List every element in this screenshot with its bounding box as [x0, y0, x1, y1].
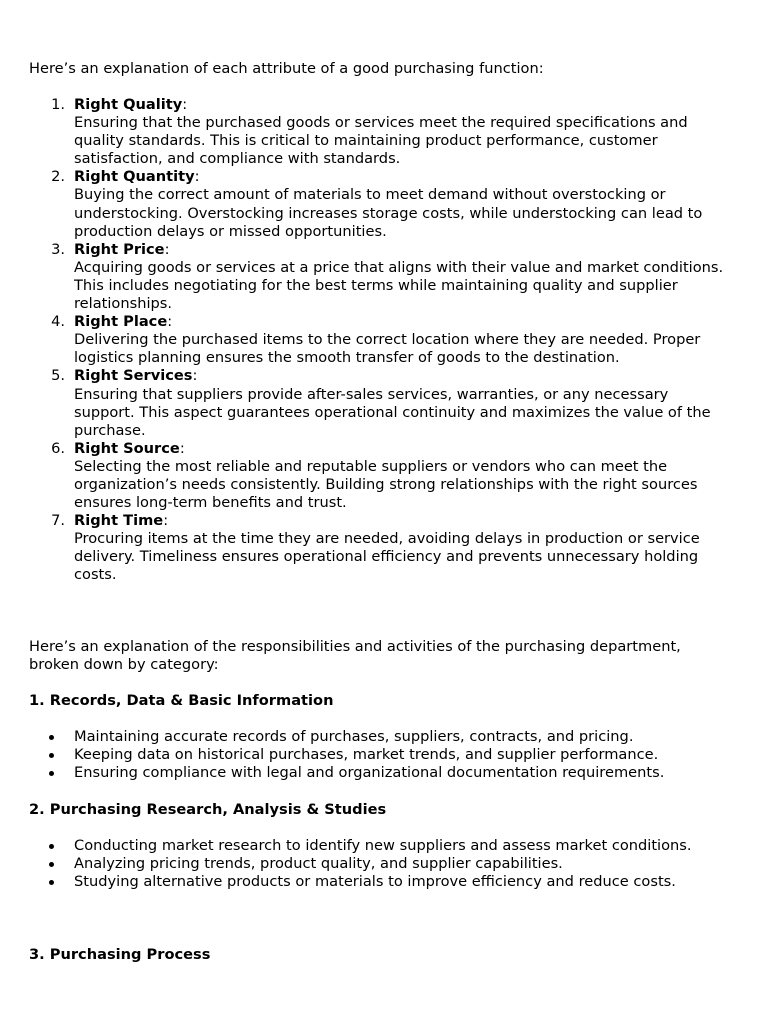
- item-colon: :: [182, 96, 188, 113]
- list-item: [29, 728, 729, 746]
- list-item: [29, 168, 729, 240]
- list-item: [29, 241, 729, 313]
- item-number: 2.: [51, 168, 65, 186]
- item-colon: :: [179, 439, 185, 457]
- section-records: [29, 692, 729, 782]
- section-heading: 1. Records, Data & Basic Information: [29, 692, 334, 709]
- item-colon: :: [194, 168, 200, 186]
- item-title: Right Quantity: [74, 168, 195, 186]
- bullet-text: Analyzing pricing trends, product quality, and supplier capabilities.: [74, 855, 563, 873]
- bullet-icon: [49, 862, 54, 867]
- item-number: 4.: [51, 313, 65, 331]
- item-description: Selecting the most reliable and reputable suppliers or vendors who can meet the organization’s needs consistently. Building strong relationships with the right sources ensures long-term benefits and trust.: [74, 457, 698, 512]
- bullet-text: Maintaining accurate records of purchases, suppliers, contracts, and pricing.: [74, 728, 634, 746]
- section-heading: 3. Purchasing Process: [29, 946, 211, 963]
- bullet-text: Keeping data on historical purchases, market trends, and supplier performance.: [74, 746, 659, 764]
- bullet-icon: [49, 771, 54, 776]
- item-description: Delivering the purchased items to the correct location where they are needed. Proper logistics planning ensures the smooth transfer of goods to the destination.: [74, 331, 701, 367]
- bullet-icon: [49, 880, 54, 885]
- item-colon: :: [167, 313, 173, 331]
- responsibilities-intro: Here’s an explanation of the responsibilities and activities of the purchasing department, broken down by category:: [29, 638, 681, 674]
- list-item: [29, 440, 729, 512]
- list-item: [29, 746, 729, 764]
- list-item: [29, 96, 729, 168]
- bullet-icon: [49, 844, 54, 849]
- item-title: Right Source: [74, 439, 180, 457]
- bullet-list: [29, 728, 729, 782]
- bullet-text: Ensuring compliance with legal and organizational documentation requirements.: [74, 764, 665, 782]
- item-number: 5.: [51, 367, 65, 385]
- list-item: [29, 764, 729, 782]
- item-number: 7.: [51, 512, 65, 530]
- item-description: Ensuring that the purchased goods or services meet the required specifications and quality standards. This is critical to maintaining product performance, customer satisfaction, and compliance with standards.: [74, 114, 688, 168]
- attributes-list: [29, 96, 729, 585]
- bullet-text: Conducting market research to identify new suppliers and assess market conditions.: [74, 837, 692, 855]
- list-item: [29, 855, 729, 873]
- item-title: Right Quality: [74, 96, 183, 113]
- item-description: Ensuring that suppliers provide after-sales services, warranties, or any necessary support. This aspect guarantees operational continuity and maximizes the value of the purchase.: [74, 385, 711, 439]
- item-number: 1.: [51, 96, 65, 113]
- item-title: Right Services: [74, 367, 193, 385]
- bullet-text: Studying alternative products or materials to improve efficiency and reduce costs.: [74, 873, 676, 891]
- bullet-icon: [49, 753, 54, 758]
- bullet-icon: [49, 735, 54, 740]
- list-item: [29, 367, 729, 439]
- list-item: [29, 512, 729, 584]
- item-colon: :: [163, 512, 169, 530]
- list-item: [29, 313, 729, 367]
- item-number: 6.: [51, 439, 65, 457]
- item-title: Right Time: [74, 512, 164, 530]
- list-item: [29, 837, 729, 855]
- section-process: [29, 946, 729, 964]
- item-title: Right Price: [74, 240, 165, 258]
- attributes-intro: Here’s an explanation of each attribute of a good purchasing function:: [29, 60, 544, 77]
- item-description: Acquiring goods or services at a price that aligns with their value and market conditions. This includes negotiating for the best terms while maintaining quality and supplier relationships.: [74, 258, 724, 313]
- item-title: Right Place: [74, 313, 168, 331]
- item-number: 3.: [51, 240, 65, 258]
- item-description: Buying the correct amount of materials to meet demand without overstocking or understocking. Overstocking increases storage costs, while understocking can lead to production delays or missed opportunities.: [74, 186, 703, 240]
- item-colon: :: [164, 240, 170, 258]
- section-heading: 2. Purchasing Research, Analysis & Studies: [29, 801, 387, 818]
- list-item: [29, 873, 729, 891]
- bullet-list: [29, 837, 729, 891]
- item-description: Procuring items at the time they are needed, avoiding delays in production or service delivery. Timeliness ensures operational efficiency and prevents unnecessary holding costs.: [74, 530, 700, 584]
- section-research: [29, 801, 729, 891]
- item-colon: :: [192, 367, 198, 385]
